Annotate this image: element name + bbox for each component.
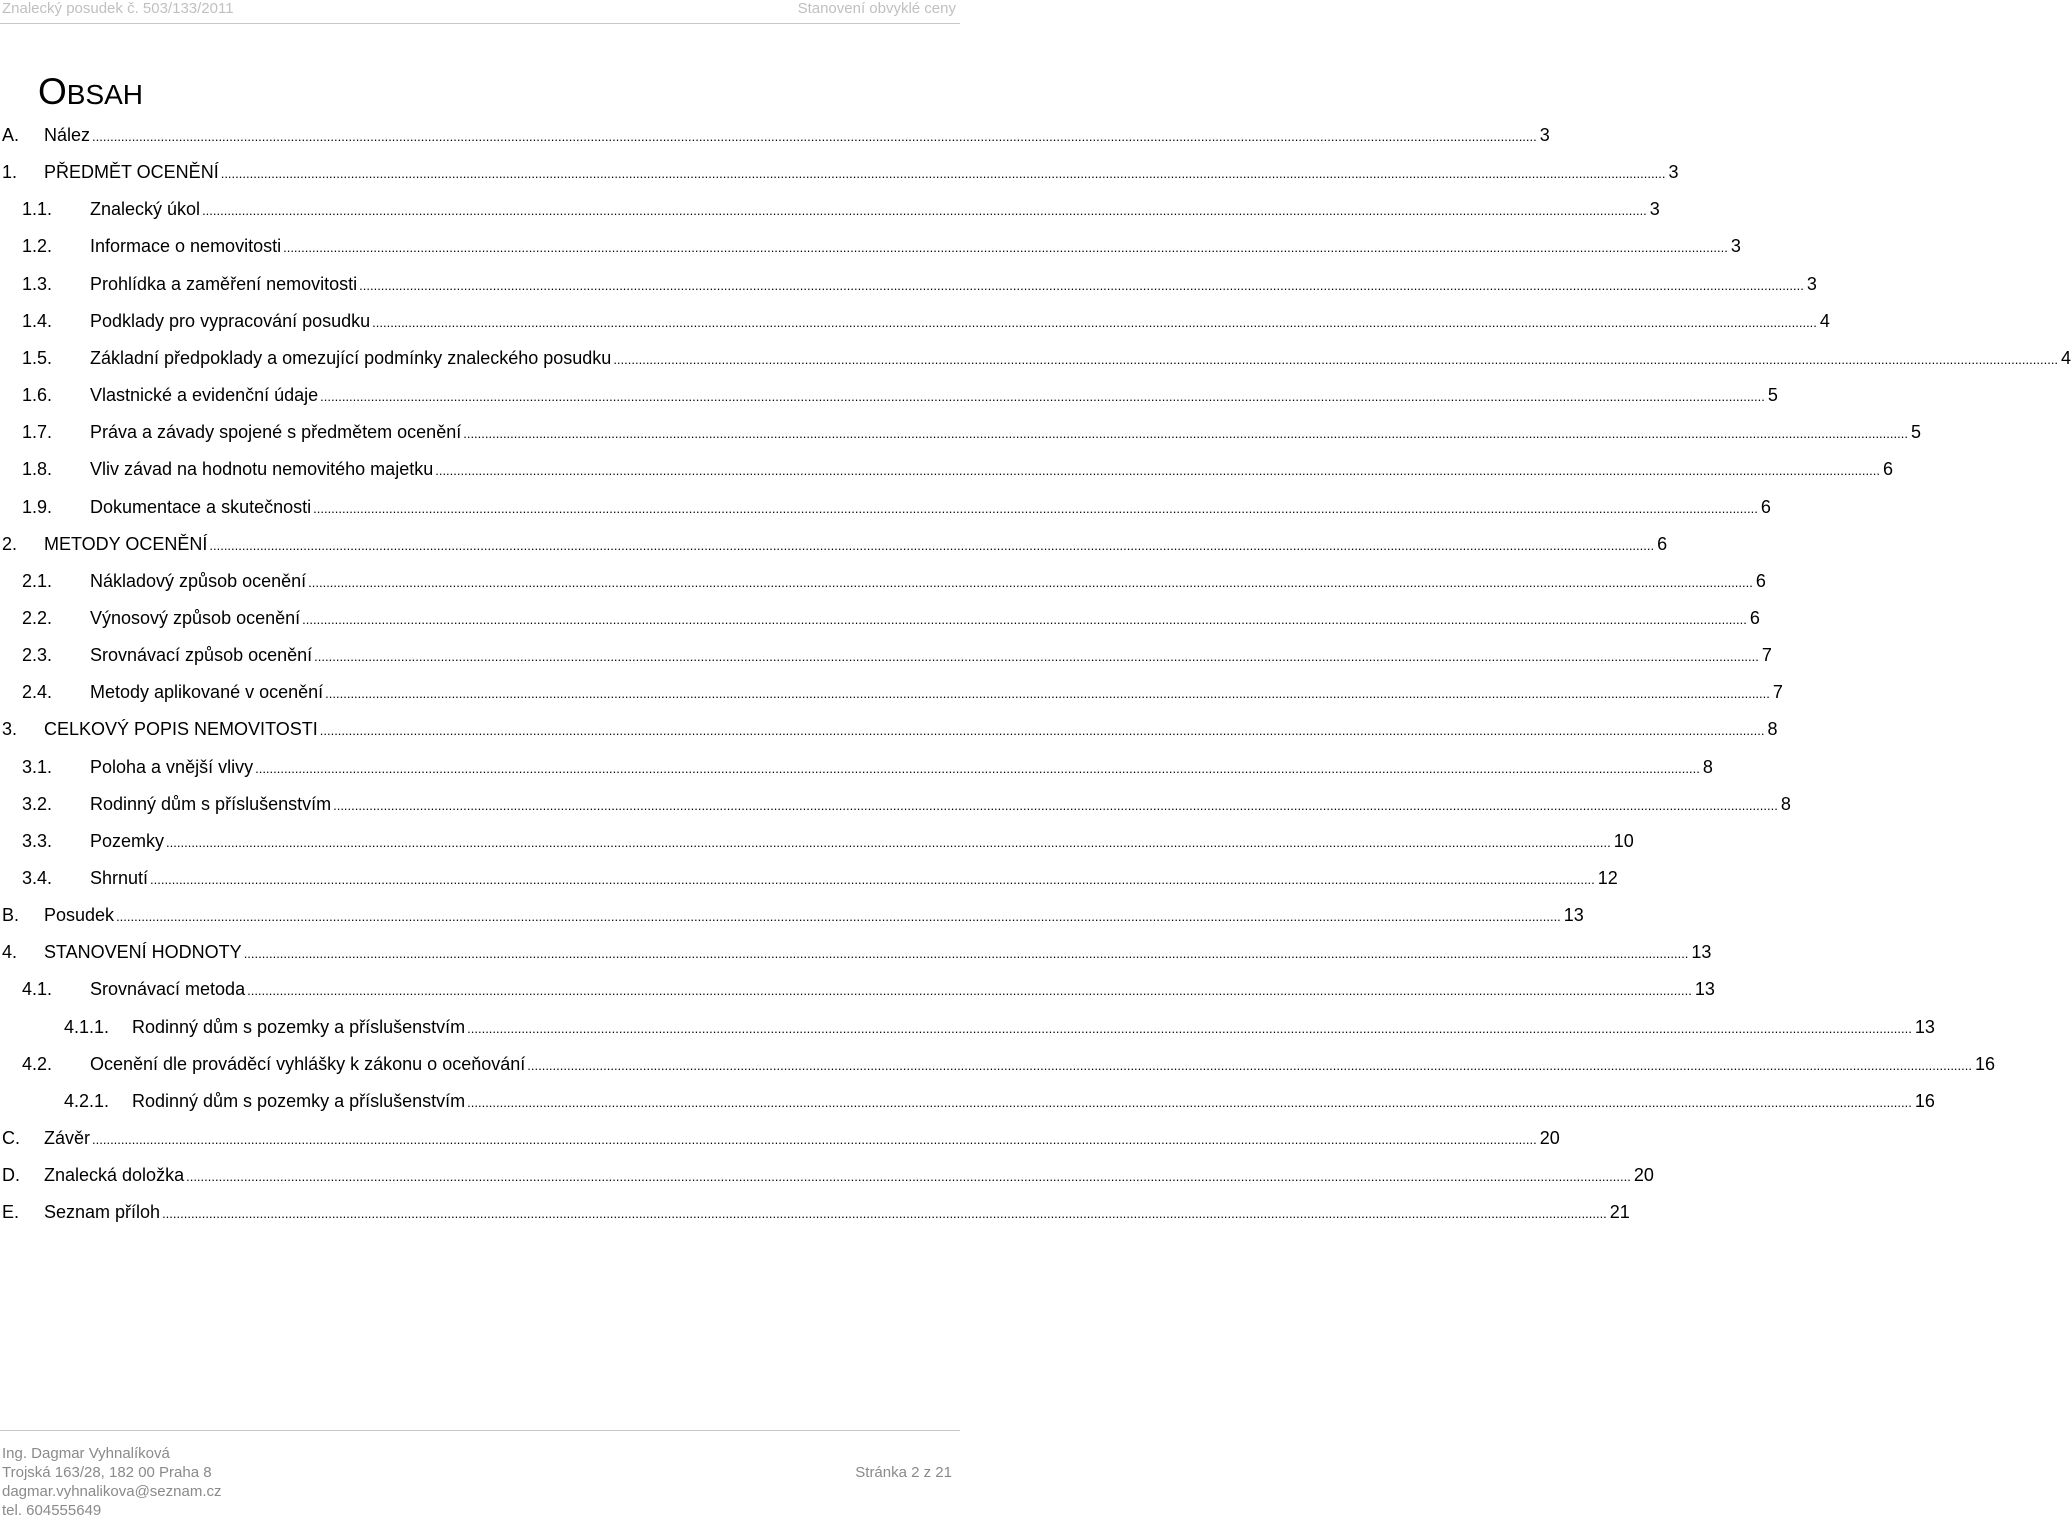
toc-entry[interactable] [22, 492, 1771, 522]
toc-dot-leader: ................................................................................................................................................................................................................................................................................................................................................................................................................ [359, 277, 1804, 293]
toc-entry[interactable] [22, 640, 1772, 670]
toc-entry-title: Znalecká doložka [44, 1165, 185, 1186]
toc-entry-number: 1.9. [22, 496, 53, 517]
toc-entry-page: 3 [1730, 236, 1741, 257]
toc-entry[interactable] [22, 231, 1741, 261]
toc-entry-title: Výnosový způsob ocenění [90, 607, 301, 628]
toc-dot-leader: ................................................................................................................................................................................................................................................................................................................................................................................................................ [314, 649, 1759, 665]
toc-entry-number: 1.4. [22, 310, 53, 331]
toc-dot-leader: ................................................................................................................................................................................................................................................................................................................................................................................................................ [527, 1057, 1972, 1073]
toc-dot-leader: ................................................................................................................................................................................................................................................................................................................................................................................................................ [325, 686, 1770, 702]
toc-entry-page: 13 [1691, 942, 1712, 963]
toc-dot-leader: ................................................................................................................................................................................................................................................................................................................................................................................................................ [116, 909, 1561, 925]
title-initial: O [38, 71, 67, 112]
footer-divider [0, 1430, 960, 1431]
toc-entry-number: 1.1. [22, 199, 53, 220]
toc-entry-number: 1.3. [22, 273, 53, 294]
toc-entry-number: 2.3. [22, 645, 53, 666]
toc-dot-leader: ................................................................................................................................................................................................................................................................................................................................................................................................................ [247, 983, 1692, 999]
header-section-title: Stanovení obvyklé ceny [797, 0, 956, 17]
toc-entry-title: CELKOVÝ POPIS NEMOVITOSTI [44, 719, 318, 740]
toc-dot-leader: ................................................................................................................................................................................................................................................................................................................................................................................................................ [92, 129, 1537, 144]
toc-entry[interactable] [22, 566, 1766, 596]
toc-dot-leader: ................................................................................................................................................................................................................................................................................................................................................................................................................ [467, 1020, 1912, 1036]
toc-entry-page: 5 [1910, 422, 1921, 443]
toc-entry[interactable] [2, 1197, 1630, 1227]
toc-entry-title: PŘEDMĚT OCENĚNÍ [44, 162, 219, 183]
toc-entry-number: 1.8. [22, 459, 53, 480]
toc-entry-number: 4.1.1. [64, 1016, 110, 1037]
footer-page-number: Stránka 2 z 21 [855, 1464, 952, 1481]
header-document-title: Znalecký posudek č. 503/133/2011 [2, 0, 234, 17]
toc-entry-title: METODY OCENĚNÍ [44, 533, 208, 554]
toc-entry[interactable] [22, 826, 1634, 856]
toc-entry-title: Srovnávací způsob ocenění [90, 645, 313, 666]
toc-entry[interactable] [22, 1049, 1996, 1079]
toc-entry-number: 1.6. [22, 385, 53, 406]
toc-entry-page: 6 [1760, 496, 1771, 517]
toc-entry-page: 20 [1539, 1128, 1560, 1149]
toc-entry-title: Prohlídka a zaměření nemovitosti [90, 273, 358, 294]
toc-entry-title: Dokumentace a skutečnosti [90, 496, 312, 517]
toc-entry-title: Vlastnické a evidenční údaje [90, 385, 319, 406]
toc-dot-leader: ................................................................................................................................................................................................................................................................................................................................................................................................................ [435, 463, 1880, 479]
toc-entry-number: 4.1. [22, 979, 53, 1000]
toc-dot-leader: ................................................................................................................................................................................................................................................................................................................................................................................................................ [150, 872, 1595, 887]
toc-entry-page: 10 [1613, 830, 1634, 851]
toc-entry-title: Informace o nemovitosti [90, 236, 282, 257]
toc-entry-number: 3.1. [22, 756, 53, 777]
toc-dot-leader: ................................................................................................................................................................................................................................................................................................................................................................................................................ [202, 203, 1647, 219]
toc-entry[interactable] [64, 1012, 1935, 1042]
toc-entry[interactable] [22, 343, 2071, 373]
toc-entry-number: 4.2. [22, 1053, 53, 1074]
toc-entry-number: 2.4. [22, 682, 53, 703]
toc-entry-title: Metody aplikované v ocenění [90, 682, 324, 703]
toc-dot-leader: ................................................................................................................................................................................................................................................................................................................................................................................................................ [243, 946, 1689, 962]
toc-entry-page: 13 [1914, 1016, 1935, 1037]
toc-entry-number: B. [2, 905, 20, 926]
toc-dot-leader: ................................................................................................................................................................................................................................................................................................................................................................................................................ [313, 500, 1758, 516]
toc-entry-title: Rodinný dům s pozemky a příslušenstvím [132, 1090, 466, 1111]
footer-author-name: Ing. Dagmar Vyhnalíková [2, 1445, 170, 1462]
toc-entry-number: 3.2. [22, 793, 53, 814]
toc-entry-page: 7 [1761, 645, 1772, 666]
toc-entry[interactable] [22, 380, 1778, 410]
toc-entry[interactable] [22, 752, 1713, 782]
toc-entry-title: Ocenění dle prováděcí vyhlášky k zákonu o oceňování [90, 1053, 526, 1074]
toc-entry[interactable] [2, 714, 1778, 744]
toc-entry-number: 3. [2, 719, 18, 740]
toc-entry-title: Nákladový způsob ocenění [90, 570, 307, 591]
toc-entry-number: E. [2, 1202, 20, 1223]
toc-entry-page: 21 [1609, 1202, 1630, 1223]
toc-entry-page: 12 [1597, 868, 1618, 888]
toc-entry-number: 1.7. [22, 422, 53, 443]
toc-entry-page: 8 [1780, 793, 1791, 814]
toc-dot-leader: ................................................................................................................................................................................................................................................................................................................................................................................................................ [372, 314, 1817, 330]
toc-entry-number: 1. [2, 162, 18, 183]
toc-dot-leader: ................................................................................................................................................................................................................................................................................................................................................................................................................ [308, 574, 1753, 590]
toc-entry-number: 1.2. [22, 236, 53, 257]
toc-entry-number: A. [2, 125, 20, 145]
toc-entry[interactable] [2, 120, 1550, 150]
toc-entry-title: STANOVENÍ HODNOTY [44, 942, 242, 963]
toc-entry-number: 4. [2, 942, 18, 963]
toc-dot-leader: ................................................................................................................................................................................................................................................................................................................................................................................................................ [220, 166, 1666, 182]
toc-entry-title: Práva a závady spojené s předmětem ocenění [90, 422, 462, 443]
toc-entry-number: D. [2, 1165, 20, 1186]
toc-dot-leader: ................................................................................................................................................................................................................................................................................................................................................................................................................ [320, 389, 1765, 405]
toc-dot-leader: ................................................................................................................................................................................................................................................................................................................................................................................................................ [255, 760, 1700, 776]
toc-dot-leader: ................................................................................................................................................................................................................................................................................................................................................................................................................ [333, 797, 1778, 813]
toc-dot-leader: ................................................................................................................................................................................................................................................................................................................................................................................................................ [319, 723, 1765, 739]
toc-entry[interactable] [22, 789, 1791, 819]
toc-entry-title: Rodinný dům s pozemky a příslušenstvím [132, 1016, 466, 1037]
footer-phone: tel. 604555649 [2, 1502, 102, 1519]
toc-entry[interactable] [22, 269, 1817, 299]
toc-entry-page: 6 [1755, 570, 1766, 591]
toc-entry-page: 3 [1539, 125, 1550, 145]
toc-entry-number: 1.5. [22, 347, 53, 368]
toc-dot-leader: ................................................................................................................................................................................................................................................................................................................................................................................................................ [209, 537, 1655, 553]
toc-dot-leader: ................................................................................................................................................................................................................................................................................................................................................................................................................ [92, 1132, 1537, 1148]
toc-dot-leader: ................................................................................................................................................................................................................................................................................................................................................................................................................ [302, 611, 1747, 627]
toc-entry-number: 2. [2, 533, 18, 554]
toc-entry-page: 8 [1767, 719, 1778, 740]
toc-dot-leader: ................................................................................................................................................................................................................................................................................................................................................................................................................ [283, 240, 1728, 256]
toc-entry[interactable] [2, 157, 1679, 187]
toc-entry-page: 16 [1914, 1090, 1935, 1111]
page-title [38, 72, 143, 115]
toc-entry-page: 7 [1772, 682, 1783, 703]
toc-entry-page: 6 [1657, 533, 1668, 554]
toc-entry[interactable] [64, 1086, 1935, 1116]
toc-entry-page: 5 [1767, 385, 1778, 406]
toc-entry-title: Poloha a vnější vlivy [90, 756, 254, 777]
toc-dot-leader: ................................................................................................................................................................................................................................................................................................................................................................................................................ [463, 426, 1908, 442]
toc-entry-number: 4.2.1. [64, 1090, 110, 1111]
toc-entry[interactable] [22, 454, 1893, 484]
page-header [0, 0, 960, 24]
toc-entry-title: Nález [44, 125, 91, 145]
toc-entry[interactable] [22, 603, 1760, 633]
toc-entry-page: 6 [1749, 607, 1760, 628]
toc-entry-title: Pozemky [90, 830, 165, 851]
toc-entry-title: Závěr [44, 1128, 91, 1149]
toc-entry[interactable] [22, 863, 1618, 893]
toc-entry-page: 13 [1563, 905, 1584, 926]
toc-dot-leader: ................................................................................................................................................................................................................................................................................................................................................................................................................ [166, 834, 1611, 850]
toc-entry[interactable] [22, 974, 1715, 1004]
toc-entry[interactable] [22, 677, 1783, 707]
footer-address: Trojská 163/28, 182 00 Praha 8 [2, 1464, 212, 1481]
toc-entry-page: 13 [1694, 979, 1715, 1000]
toc-entry-number: 3.4. [22, 868, 53, 888]
toc-entry-page: 3 [1668, 162, 1679, 183]
toc-entry-page: 4 [1819, 310, 1830, 331]
toc-dot-leader: ................................................................................................................................................................................................................................................................................................................................................................................................................ [613, 351, 2059, 367]
toc-entry[interactable] [22, 194, 1660, 224]
toc-entry-page: 3 [1649, 199, 1660, 220]
title-rest: BSAH [66, 79, 144, 110]
toc-dot-leader: ................................................................................................................................................................................................................................................................................................................................................................................................................ [467, 1094, 1912, 1110]
toc-entry-title: Seznam příloh [44, 1202, 161, 1223]
toc-entry-title: Posudek [44, 905, 115, 926]
toc-entry[interactable] [2, 900, 1584, 930]
toc-entry-page: 16 [1975, 1053, 1996, 1074]
toc-entry[interactable] [22, 306, 1830, 336]
toc-dot-leader: ................................................................................................................................................................................................................................................................................................................................................................................................................ [162, 1206, 1607, 1222]
toc-entry-page: 6 [1882, 459, 1893, 480]
toc-entry[interactable] [2, 1160, 1654, 1190]
toc-entry[interactable] [2, 1123, 1560, 1153]
toc-entry-page: 3 [1806, 273, 1817, 294]
toc-entry-page: 8 [1702, 756, 1713, 777]
toc-entry-number: 2.2. [22, 607, 53, 628]
toc-entry-page: 20 [1633, 1165, 1654, 1186]
toc-dot-leader: ................................................................................................................................................................................................................................................................................................................................................................................................................ [186, 1169, 1631, 1185]
toc-entry-number: 2.1. [22, 570, 53, 591]
toc-entry-title: Vliv závad na hodnotu nemovitého majetku [90, 459, 434, 480]
toc-entry-page: 4 [2061, 347, 2071, 368]
toc-entry-title: Znalecký úkol [90, 199, 201, 220]
toc-entry[interactable] [2, 529, 1668, 559]
toc-entry-title: Srovnávací metoda [90, 979, 246, 1000]
toc-entry-title: Shrnutí [90, 868, 149, 888]
toc-entry-title: Rodinný dům s příslušenstvím [90, 793, 332, 814]
toc-entry[interactable] [2, 937, 1712, 967]
toc-entry-title: Podklady pro vypracování posudku [90, 310, 371, 331]
toc-entry[interactable] [22, 417, 1921, 447]
toc-entry-title: Základní předpoklady a omezující podmínky znaleckého posudku [90, 347, 612, 368]
toc-entry-number: 3.3. [22, 830, 53, 851]
footer-email: dagmar.vyhnalikova@seznam.cz [2, 1483, 222, 1500]
toc-entry-number: C. [2, 1128, 20, 1149]
